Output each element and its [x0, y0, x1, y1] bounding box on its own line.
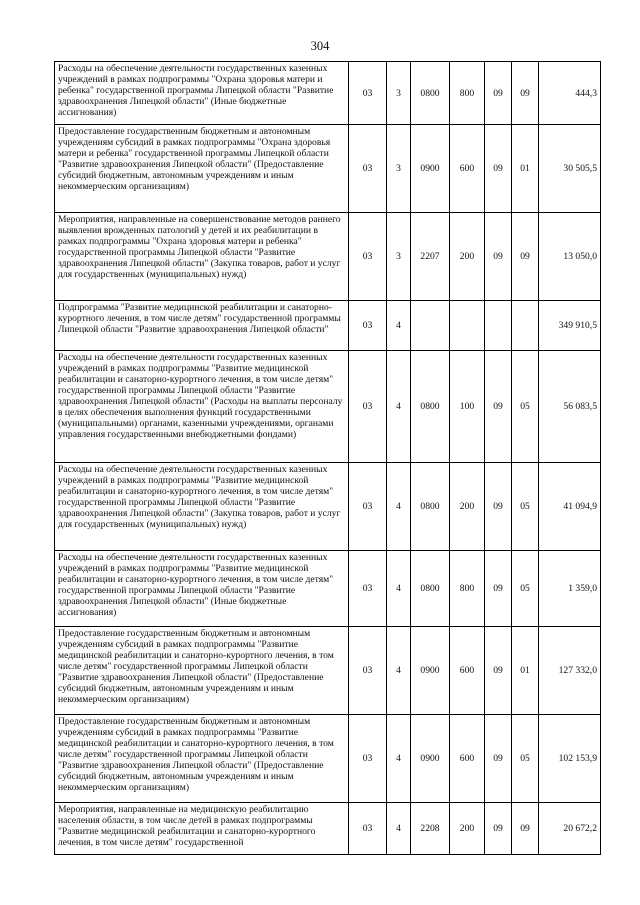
amount-cell: 1 359,0: [539, 551, 601, 627]
code-col-3: 2207: [411, 213, 450, 301]
code-col-6: 05: [512, 715, 539, 803]
code-col-6: 05: [512, 463, 539, 551]
table-row: [55, 301, 601, 351]
code-col-3: 0800: [411, 463, 450, 551]
code-col-6: 05: [512, 551, 539, 627]
code-col-1: 03: [349, 125, 387, 213]
table-row: [55, 551, 601, 627]
code-col-6: 09: [512, 213, 539, 301]
code-col-5: 09: [485, 803, 512, 855]
code-col-5: 09: [485, 125, 512, 213]
code-col-6: 09: [512, 803, 539, 855]
code-col-3: [411, 301, 450, 351]
table-row: [55, 463, 601, 551]
code-col-2: 3: [387, 62, 411, 125]
code-col-1: 03: [349, 803, 387, 855]
code-col-6: 05: [512, 351, 539, 463]
code-col-2: 4: [387, 463, 411, 551]
code-col-2: 4: [387, 803, 411, 855]
row-description: Мероприятия, направленные на медицинскую реабилитацию населения области, в том числе детей в рамках подпрограммы "Развитие медицинской реабилитации и санаторно-курортного лечения, в том числе детям" государственной: [55, 803, 349, 855]
code-col-2: 3: [387, 125, 411, 213]
code-col-2: 4: [387, 551, 411, 627]
code-col-2: 4: [387, 301, 411, 351]
code-col-4: 600: [450, 627, 485, 715]
code-col-5: 09: [485, 715, 512, 803]
table-row: [55, 627, 601, 715]
amount-cell: 56 083,5: [539, 351, 601, 463]
row-description: Расходы на обеспечение деятельности государственных казенных учреждений в рамках подпрограммы "Охрана здоровья матери и ребенка" государственной программы Липецкой области "Развитие здравоохранения Липецкой области" (Иные бюджетные ассигнования): [55, 62, 349, 125]
code-col-5: 09: [485, 551, 512, 627]
code-col-3: 0900: [411, 125, 450, 213]
code-col-3: 0800: [411, 62, 450, 125]
code-col-6: 01: [512, 125, 539, 213]
code-col-4: 100: [450, 351, 485, 463]
amount-cell: 127 332,0: [539, 627, 601, 715]
code-col-1: 03: [349, 62, 387, 125]
code-col-1: 03: [349, 551, 387, 627]
code-col-4: 200: [450, 463, 485, 551]
code-col-1: 03: [349, 715, 387, 803]
row-description: Предоставление государственным бюджетным и автономным учреждениям субсидий в рамках подпрограммы "Развитие медицинской реабилитации и санаторно-курортного лечения, в том числе детям" государственной программы Липецкой области "Развитие здравоохранения Липецкой области" (Предоставление субсидий бюджетным, автономным учреждениям и иным некоммерческим организациям): [55, 715, 349, 803]
amount-cell: 41 094,9: [539, 463, 601, 551]
code-col-1: 03: [349, 463, 387, 551]
code-col-4: 800: [450, 62, 485, 125]
code-col-4: 200: [450, 803, 485, 855]
amount-cell: 20 672,2: [539, 803, 601, 855]
code-col-1: 03: [349, 627, 387, 715]
table-row: [55, 213, 601, 301]
page-number: 304: [310, 39, 330, 53]
code-col-4: [450, 301, 485, 351]
amount-cell: 444,3: [539, 62, 601, 125]
code-col-2: 4: [387, 351, 411, 463]
table-row: [55, 125, 601, 213]
code-col-2: 4: [387, 715, 411, 803]
row-description: Расходы на обеспечение деятельности государственных казенных учреждений в рамках подпрограммы "Развитие медицинской реабилитации и санаторно-курортного лечения, в том числе детям" государственной программы Липецкой области "Развитие здравоохранения Липецкой области" (Закупка товаров, работ и услуг для государственных (муниципальных) нужд): [55, 463, 349, 551]
amount-cell: 349 910,5: [539, 301, 601, 351]
code-col-2: 3: [387, 213, 411, 301]
code-col-4: 200: [450, 213, 485, 301]
table-row: [55, 62, 601, 125]
code-col-6: 09: [512, 62, 539, 125]
code-col-3: 0900: [411, 627, 450, 715]
code-col-3: 2208: [411, 803, 450, 855]
amount-cell: 30 505,5: [539, 125, 601, 213]
code-col-5: 09: [485, 62, 512, 125]
code-col-3: 0900: [411, 715, 450, 803]
table-row: [55, 715, 601, 803]
code-col-5: 09: [485, 463, 512, 551]
code-col-3: 0800: [411, 551, 450, 627]
code-col-5: 09: [485, 627, 512, 715]
row-description: Предоставление государственным бюджетным и автономным учреждениям субсидий в рамках подпрограммы "Развитие медицинской реабилитации и санаторно-курортного лечения, в том числе детям" государственной программы Липецкой области "Развитие здравоохранения Липецкой области" (Предоставление субсидий бюджетным, автономным учреждениям и иным некоммерческим организациям): [55, 627, 349, 715]
table-row: [55, 803, 601, 855]
table-row: [55, 351, 601, 463]
row-description: Расходы на обеспечение деятельности государственных казенных учреждений в рамках подпрограммы "Развитие медицинской реабилитации и санаторно-курортного лечения, в том числе детям" государственной программы Липецкой области "Развитие здравоохранения Липецкой области" (Иные бюджетные ассигнования): [55, 551, 349, 627]
code-col-6: [512, 301, 539, 351]
code-col-2: 4: [387, 627, 411, 715]
amount-cell: 102 153,9: [539, 715, 601, 803]
code-col-3: 0800: [411, 351, 450, 463]
code-col-4: 800: [450, 551, 485, 627]
code-col-4: 600: [450, 125, 485, 213]
code-col-1: 03: [349, 351, 387, 463]
row-description: Подпрограмма "Развитие медицинской реабилитации и санаторно-курортного лечения, в том числе детям" государственной программы Липецкой области "Развитие здравоохранения Липецкой области": [55, 301, 349, 351]
code-col-5: 09: [485, 351, 512, 463]
code-col-1: 03: [349, 301, 387, 351]
row-description: Расходы на обеспечение деятельности государственных казенных учреждений в рамках подпрограммы "Развитие медицинской реабилитации и санаторно-курортного лечения, в том числе детям" государственной программы Липецкой области "Развитие здравоохранения Липецкой области" (Расходы на выплаты персоналу в целях обеспечения выполнения функций государственными (муниципальными) органами, казенными учреждениями, органами управления государственными внебюджетными фондами): [55, 351, 349, 463]
row-description: Предоставление государственным бюджетным и автономным учреждениям субсидий в рамках подпрограммы "Охрана здоровья матери и ребенка" государственной программы Липецкой области "Развитие здравоохранения Липецкой области" (Предоставление субсидий бюджетным, автономным учреждениям и иным некоммерческим организациям): [55, 125, 349, 213]
budget-table: [54, 61, 601, 855]
code-col-5: [485, 301, 512, 351]
code-col-5: 09: [485, 213, 512, 301]
code-col-1: 03: [349, 213, 387, 301]
code-col-4: 600: [450, 715, 485, 803]
amount-cell: 13 050,0: [539, 213, 601, 301]
row-description: Мероприятия, направленные на совершенствование методов раннего выявления врожденных патологий у детей и их реабилитации в рамках подпрограммы "Охрана здоровья матери и ребенка" государственной программы Липецкой области "Развитие здравоохранения Липецкой области" (Закупка товаров, работ и услуг для государственных (муниципальных) нужд): [55, 213, 349, 301]
code-col-6: 01: [512, 627, 539, 715]
